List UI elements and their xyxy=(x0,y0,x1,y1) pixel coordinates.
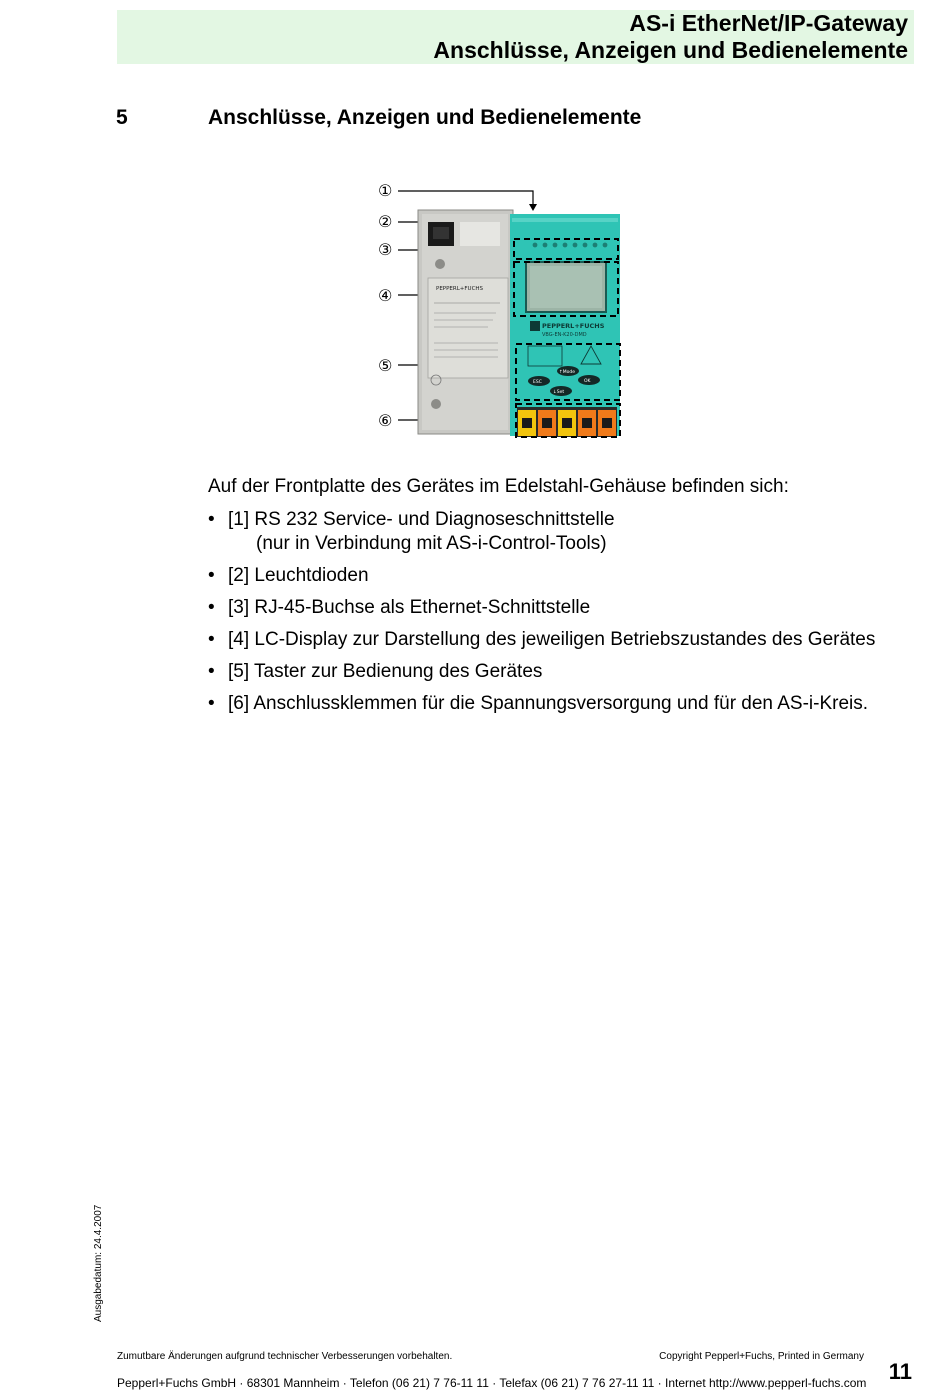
footer-copyright: Copyright Pepperl+Fuchs, Printed in Germany xyxy=(659,1351,864,1362)
brand-logo xyxy=(530,321,540,331)
list-item-text: [2] Leuchtdioden xyxy=(228,565,369,586)
button-ok-label: OK xyxy=(584,379,591,384)
bullet-marker: • xyxy=(208,629,215,650)
button-mode-label: ↑Mode xyxy=(559,370,576,375)
component-list xyxy=(208,508,928,724)
list-item xyxy=(208,564,928,588)
header-line-2: Anschlüsse, Anzeigen und Bedienelemente xyxy=(433,37,908,63)
callout-5: ⑤ xyxy=(378,356,393,375)
callout-4: ④ xyxy=(378,286,393,305)
list-item-text: [5] Taster zur Bedienung des Gerätes xyxy=(228,661,543,682)
device-brand-label: PEPPERL+FUCHS xyxy=(542,322,605,330)
callout-markers xyxy=(378,181,392,430)
list-item-text: [6] Anschlussklemmen für die Spannungsversorgung und für den AS-i-Kreis. xyxy=(228,693,869,714)
side-brand-label: PEPPERL+FUCHS xyxy=(436,286,484,292)
bullet-marker: • xyxy=(208,597,215,618)
footer-company-info: Pepperl+Fuchs GmbH · 68301 Mannheim · Telefon (06 21) 7 76-11 11 · Telefax (06 21) 7 76 27-11 11 · Internet http://www.pepperl-fuchs.com xyxy=(117,1376,867,1390)
page-header-title xyxy=(433,10,908,64)
list-item xyxy=(208,508,928,556)
type-label xyxy=(428,278,508,378)
header-line-1: AS-i EtherNet/IP-Gateway xyxy=(629,10,908,36)
button-set-label: ↓Set xyxy=(553,390,565,395)
bullet-marker: • xyxy=(208,661,215,682)
terminal-block xyxy=(517,407,617,437)
list-item-text: [1] RS 232 Service- und Diagnoseschnittstelle xyxy=(228,509,615,530)
section-title: Anschlüsse, Anzeigen und Bedienelemente xyxy=(208,106,642,129)
footer-disclaimer: Zumutbare Änderungen aufgrund technischer Verbesserungen vorbehalten. xyxy=(117,1351,453,1362)
mounting-screw-top xyxy=(435,259,445,269)
callout-6: ⑥ xyxy=(378,411,393,430)
page-number: 11 xyxy=(888,1359,912,1384)
bullet-marker: • xyxy=(208,565,215,586)
button-esc-label: ESC xyxy=(533,380,542,385)
list-item-text: [3] RJ-45-Buchse als Ethernet-Schnittstelle xyxy=(228,597,591,618)
list-item xyxy=(208,692,928,716)
list-item xyxy=(208,628,928,652)
mounting-screw-bottom xyxy=(431,399,441,409)
device-figure xyxy=(378,178,628,440)
callout-3: ③ xyxy=(378,240,393,259)
bullet-marker: • xyxy=(208,693,215,714)
issue-date-note: Ausgabedatum: 24.4.2007 xyxy=(93,1204,104,1322)
intro-paragraph: Auf der Frontplatte des Gerätes im Edelstahl-Gehäuse befinden sich: xyxy=(208,476,789,497)
bullet-marker: • xyxy=(208,509,215,530)
section-number: 5 xyxy=(116,106,128,129)
list-item xyxy=(208,660,928,684)
list-item-subtext: (nur in Verbindung mit AS-i-Control-Tools) xyxy=(256,533,607,554)
mac-label xyxy=(460,222,500,246)
device-model-label: VBG-EN-K20-DMD xyxy=(542,332,587,338)
callout-1: ① xyxy=(378,181,393,200)
callout-2: ② xyxy=(378,212,393,231)
list-item-text: [4] LC-Display zur Darstellung des jeweiligen Betriebszustandes des Gerätes xyxy=(228,629,876,650)
list-item xyxy=(208,596,928,620)
